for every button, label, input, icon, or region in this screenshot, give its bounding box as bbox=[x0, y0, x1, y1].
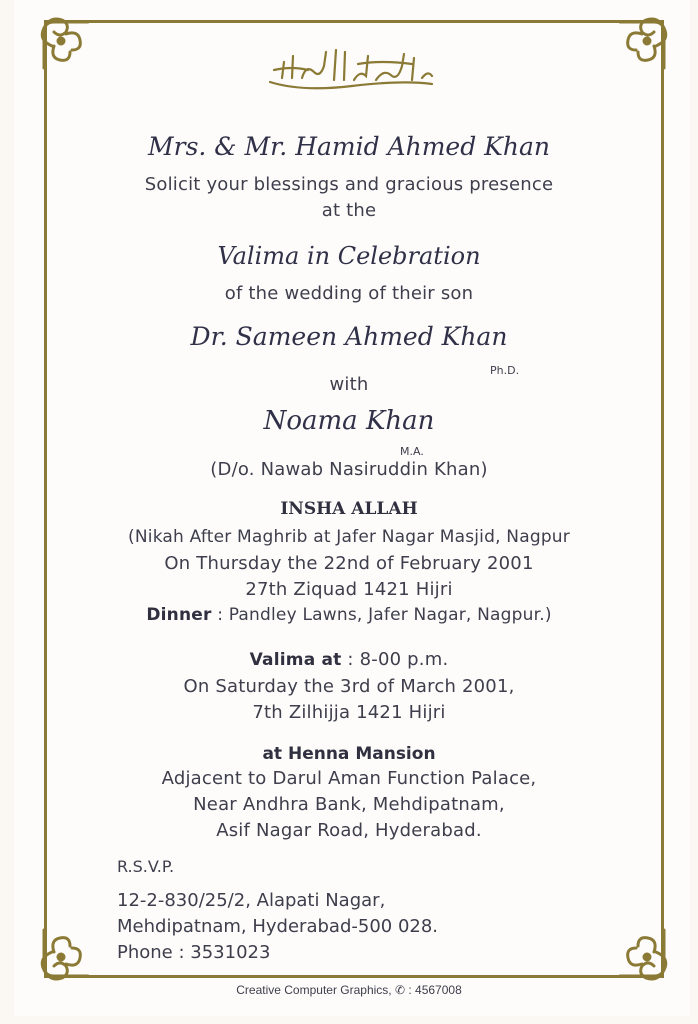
valima-time-label: Valima at bbox=[249, 650, 342, 670]
valima-date-line: On Saturday the 3rd of March 2001, bbox=[183, 676, 515, 697]
rsvp-address-1: 12-2-830/25/2, Alapati Nagar, bbox=[117, 890, 386, 911]
insha-allah-heading: INSHA ALLAH bbox=[280, 499, 418, 519]
rsvp-phone: Phone : 3531023 bbox=[117, 942, 271, 963]
corner-ornament-icon bbox=[616, 10, 678, 72]
corner-ornament-icon bbox=[30, 926, 92, 988]
dinner-line bbox=[0, 605, 698, 625]
bismillah-calligraphy-icon bbox=[262, 42, 440, 94]
hosts-name: Mrs. & Mr. Hamid Ahmed Khan bbox=[148, 132, 550, 161]
corner-ornament-icon bbox=[616, 926, 678, 988]
valima-time-value: : 8-00 p.m. bbox=[347, 649, 449, 670]
valima-time-line bbox=[0, 649, 698, 670]
with-line: with bbox=[329, 374, 369, 395]
dinner-value: : Pandley Lawns, Jafer Nagar, Nagpur.) bbox=[217, 605, 552, 625]
wedding-of-line: of the wedding of their son bbox=[224, 283, 474, 304]
at-the-line: at the bbox=[321, 200, 377, 221]
nikah-line-2: On Thursday the 22nd of February 2001 bbox=[164, 553, 534, 574]
bride-name: Noama Khan bbox=[263, 406, 435, 436]
printer-credit: Creative Computer Graphics, ✆ : 4567008 bbox=[236, 983, 462, 997]
rsvp-address-2: Mehdipatnam, Hyderabad-500 028. bbox=[117, 916, 439, 937]
corner-ornament-icon bbox=[30, 10, 92, 72]
nikah-line-3: 27th Ziquad 1421 Hijri bbox=[245, 579, 453, 600]
bride-degree: M.A. bbox=[400, 445, 424, 458]
bride-parent: (D/o. Nawab Nasiruddin Khan) bbox=[210, 459, 488, 480]
venue-address-2: Near Andhra Bank, Mehdipatnam, bbox=[193, 794, 505, 815]
nikah-line-1: (Nikah After Maghrib at Jafer Nagar Masjid, Nagpur bbox=[128, 527, 570, 547]
groom-degree: Ph.D. bbox=[490, 364, 520, 377]
venue-name: at Henna Mansion bbox=[262, 744, 436, 764]
dinner-label: Dinner bbox=[146, 605, 212, 625]
event-title: Valima in Celebration bbox=[217, 242, 481, 270]
valima-hijri-line: 7th Zilhijja 1421 Hijri bbox=[252, 702, 446, 723]
venue-address-1: Adjacent to Darul Aman Function Palace, bbox=[161, 768, 537, 789]
groom-name: Dr. Sameen Ahmed Khan bbox=[190, 322, 508, 351]
rsvp-label: R.S.V.P. bbox=[117, 857, 175, 876]
solicit-line: Solicit your blessings and gracious presence bbox=[144, 174, 554, 195]
venue-address-3: Asif Nagar Road, Hyderabad. bbox=[216, 820, 482, 841]
